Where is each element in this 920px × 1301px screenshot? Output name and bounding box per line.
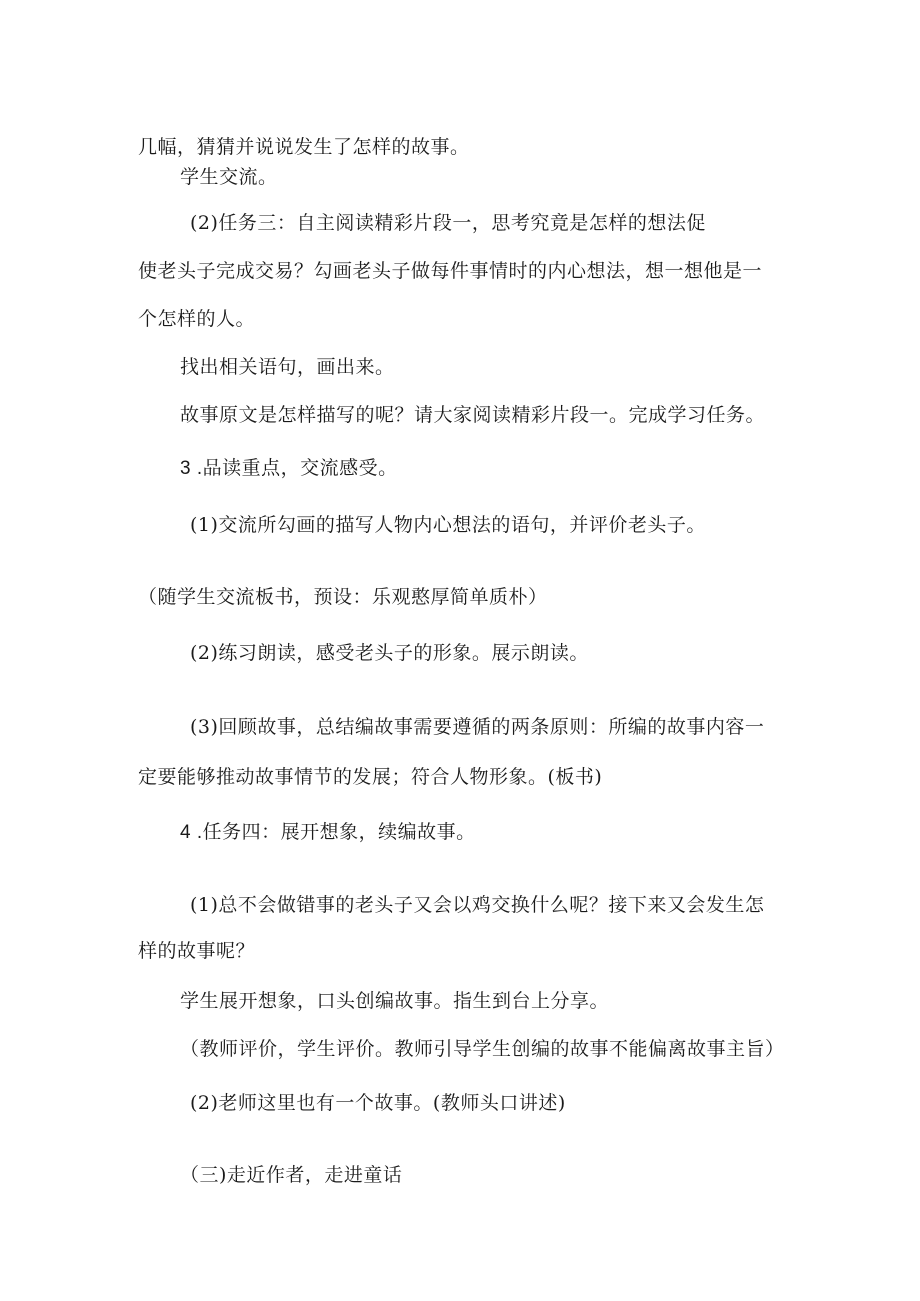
text-line: （教师评价，学生评价。教师引导学生创编的故事不能偏离故事主旨） — [180, 1038, 785, 1060]
text-line: 定要能够推动故事情节的发展；符合人物形象。(板书) — [138, 766, 603, 788]
text-line: (1)交流所勾画的描写人物内心想法的语句，并评价老头子。 — [190, 514, 706, 536]
text-line: 3 .品读重点，交流感受。 — [180, 458, 398, 479]
text-line: 使老头子完成交易？勾画老头子做每件事情时的内心想法，想一想他是一 — [138, 260, 763, 282]
text-line: 几幅，猜猜并说说发生了怎样的故事。 — [138, 136, 470, 158]
text-line: 学生交流。 — [180, 166, 278, 188]
text-line: (3)回顾故事，总结编故事需要遵循的两条原则：所编的故事内容一 — [190, 716, 765, 738]
text-line: (2)练习朗读，感受老头子的形象。展示朗读。 — [190, 642, 589, 664]
text-line: 样的故事呢？ — [138, 940, 256, 962]
text-line: 故事原文是怎样描写的呢？请大家阅读精彩片段一。完成学习任务。 — [180, 404, 766, 426]
text-line: (1)总不会做错事的老头子又会以鸡交换什么呢？接下来又会发生怎 — [190, 894, 765, 916]
text-line: (2)老师这里也有一个故事。(教师头口讲述) — [190, 1092, 566, 1114]
text-line: 学生展开想象，口头创编故事。指生到台上分享。 — [180, 990, 610, 1012]
text-line: (2)任务三：自主阅读精彩片段一，思考究竟是怎样的想法促 — [190, 212, 706, 234]
text-line: 个怎样的人。 — [138, 308, 256, 330]
text-line: 找出相关语句，画出来。 — [180, 356, 395, 378]
section-heading: （三)走近作者，走进童话 — [180, 1164, 403, 1186]
text-line: 4 .任务四：展开想象，续编故事。 — [180, 822, 476, 843]
text-line: （随学生交流板书，预设：乐观憨厚简单质朴） — [138, 586, 548, 608]
